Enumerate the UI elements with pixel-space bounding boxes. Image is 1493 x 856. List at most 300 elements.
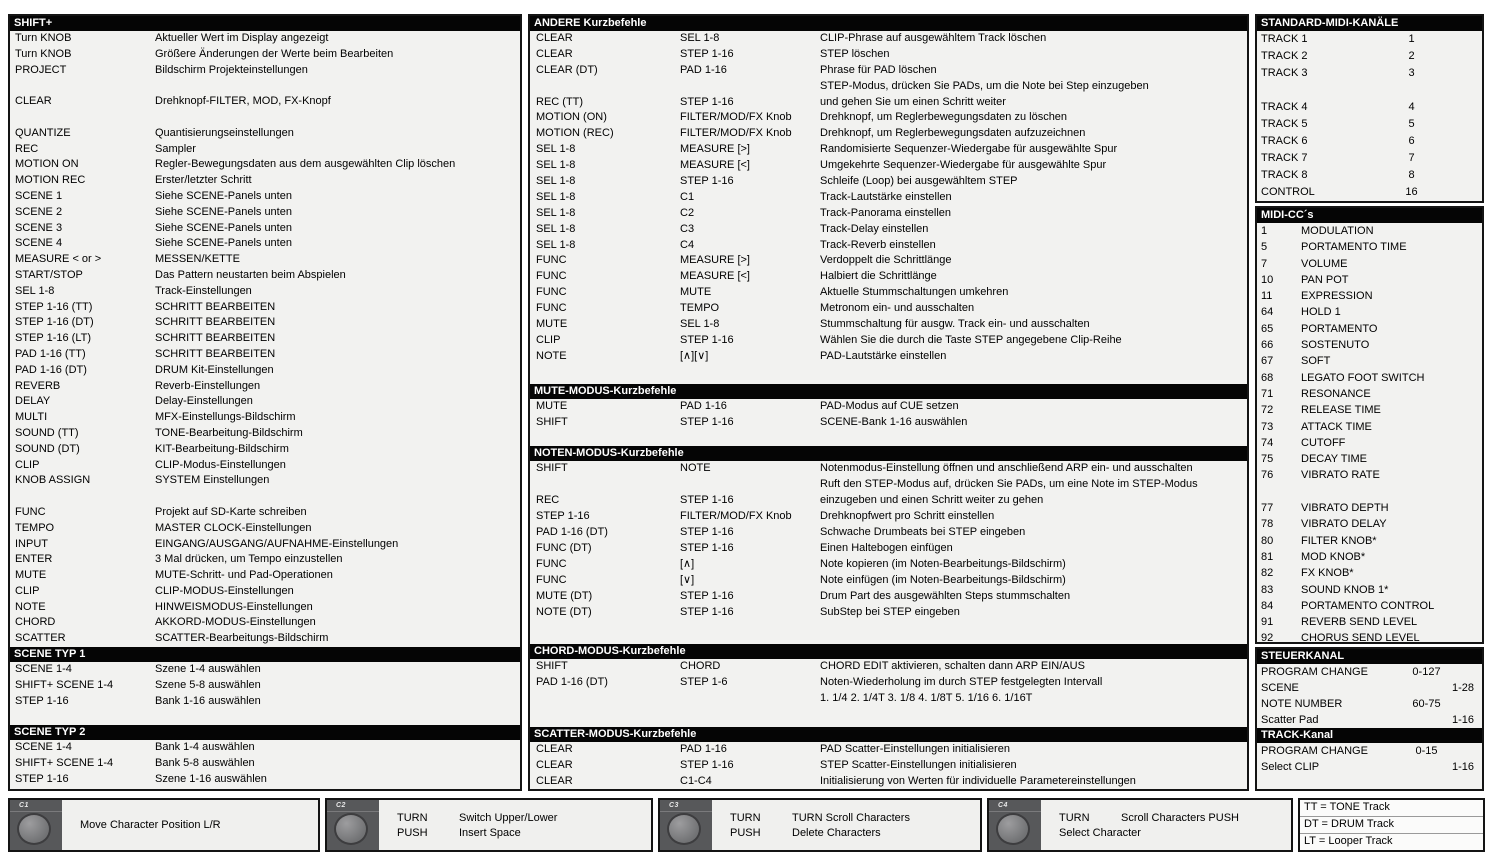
parameter-label-cell: PROGRAM CHANGE bbox=[1261, 745, 1368, 757]
shortcut-key-cell: MOTION ON bbox=[15, 158, 79, 171]
table-row bbox=[1257, 239, 1482, 255]
table-row bbox=[10, 521, 520, 537]
knob-instruction-line bbox=[730, 811, 980, 825]
table-row bbox=[10, 284, 520, 300]
shortcut-combo-cell bbox=[680, 477, 820, 493]
table-row bbox=[1257, 353, 1482, 369]
shortcut-description-cell: Quantisierungseinstellungen bbox=[155, 126, 294, 139]
shortcut-description-cell: CHORD EDIT aktivieren, schalten dann ARP EIN/AUS bbox=[820, 660, 1085, 673]
shortcut-key-cell: SCENE 1 bbox=[15, 189, 63, 202]
channel-number-cell: 6 bbox=[1408, 135, 1415, 147]
table-row bbox=[530, 95, 1247, 111]
rotary-knob-icon bbox=[667, 813, 701, 845]
shortcut-key-cell: MULTI bbox=[15, 411, 48, 424]
track-label-cell: TRACK 3 bbox=[1261, 67, 1308, 79]
knob-action-cell: TURN bbox=[730, 811, 761, 824]
shortcut-description-cell: Halbiert die Schrittlänge bbox=[820, 270, 937, 283]
knob-action-description: Scroll Characters PUSH bbox=[1121, 811, 1239, 824]
knob-instruction-line bbox=[730, 826, 980, 840]
cc-name-cell: REVERB SEND LEVEL bbox=[1301, 616, 1418, 629]
shortcut-combo-cell: STEP 1-16 bbox=[680, 47, 734, 60]
shortcut-key-cell: MEASURE < or > bbox=[15, 253, 102, 266]
table-row bbox=[1257, 467, 1482, 483]
table-row bbox=[10, 678, 520, 694]
shortcut-description-cell: AKKORD-MODUS-Einstellungen bbox=[155, 616, 316, 629]
shortcut-key-cell: SEL 1-8 bbox=[536, 190, 576, 203]
section-header: TRACK-Kanal bbox=[1257, 728, 1482, 743]
table-row bbox=[10, 740, 520, 756]
shortcut-key-cell: STEP 1-16 bbox=[15, 772, 69, 785]
table-row bbox=[530, 493, 1247, 509]
cc-number-cell: 77 bbox=[1261, 502, 1274, 515]
table-row bbox=[530, 63, 1247, 79]
shortcut-combo-cell: STEP 1-6 bbox=[680, 676, 728, 689]
shortcut-description-cell: Reverb-Einstellungen bbox=[155, 379, 261, 392]
shortcut-key-cell: SEL 1-8 bbox=[536, 222, 576, 235]
table-row bbox=[530, 47, 1247, 63]
shortcut-description-cell: PAD Scatter-Einstellungen initialisieren bbox=[820, 743, 1010, 756]
shortcut-combo-cell: STEP 1-16 bbox=[680, 589, 734, 602]
shortcut-combo-cell: [∨] bbox=[680, 573, 695, 586]
cc-name-cell: CHORUS SEND LEVEL bbox=[1301, 632, 1420, 644]
table-row bbox=[1257, 65, 1482, 82]
shortcut-description-cell: Randomisierte Sequenzer-Wiedergabe für ausgewählte Spur bbox=[820, 143, 1118, 156]
table-row bbox=[10, 331, 520, 347]
table-row bbox=[1257, 184, 1482, 201]
table-row bbox=[530, 415, 1247, 431]
knob-action-description: Switch Upper/Lower bbox=[459, 811, 558, 824]
shortcut-key-cell: REC bbox=[15, 142, 39, 155]
table-row bbox=[10, 426, 520, 442]
track-label-cell: TRACK 6 bbox=[1261, 135, 1308, 147]
cc-name-cell: CUTOFF bbox=[1301, 436, 1346, 449]
shortcut-key-cell: MUTE bbox=[536, 318, 568, 331]
shortcut-key-cell: REVERB bbox=[15, 379, 61, 392]
cc-number-cell: 1 bbox=[1261, 225, 1268, 237]
table-row bbox=[530, 31, 1247, 47]
shortcut-key-cell: Turn KNOB bbox=[15, 47, 72, 60]
shortcut-key-cell: STEP 1-16 bbox=[536, 510, 590, 523]
knob-panel-c3 bbox=[658, 798, 982, 852]
knob-square bbox=[327, 800, 379, 850]
shortcut-key-cell: CLEAR bbox=[536, 47, 573, 60]
shortcut-key-cell: SHIFT+ SCENE 1-4 bbox=[15, 757, 114, 770]
table-row bbox=[530, 557, 1247, 573]
cc-name-cell: RELEASE TIME bbox=[1301, 404, 1381, 417]
shortcut-description-cell: und gehen Sie um einen Schritt weiter bbox=[820, 95, 1006, 108]
section-header: ANDERE Kurzbefehle bbox=[530, 16, 1247, 31]
shortcut-description-cell: Drehknopf-FILTER, MOD, FX-Knopf bbox=[155, 95, 331, 108]
shortcut-description-cell: Siehe SCENE-Panels unten bbox=[155, 221, 292, 234]
table-row bbox=[1257, 272, 1482, 288]
shortcut-description-cell: SCATTER-Bearbeitungs-Bildschirm bbox=[155, 632, 329, 645]
shortcut-key-cell: SHIFT bbox=[536, 462, 568, 475]
table-row bbox=[530, 541, 1247, 557]
shortcut-combo-cell bbox=[680, 691, 820, 707]
shortcut-key-cell: START/STOP bbox=[15, 268, 83, 281]
table-row bbox=[530, 190, 1247, 206]
shortcut-key-cell: CLEAR bbox=[536, 32, 573, 44]
section-header: SCENE TYP 1 bbox=[10, 647, 520, 662]
shortcut-key-cell: PAD 1-16 (DT) bbox=[536, 676, 608, 689]
cc-name-cell: PORTAMENTO TIME bbox=[1301, 241, 1407, 254]
knob-help-bar bbox=[8, 798, 1485, 852]
track-label-cell: CONTROL bbox=[1261, 186, 1315, 198]
table-row bbox=[10, 31, 520, 47]
shortcut-key-cell: SHIFT+ SCENE 1-4 bbox=[15, 678, 114, 691]
shortcut-description-cell: MASTER CLOCK-Einstellungen bbox=[155, 521, 312, 534]
shortcut-combo-cell: PAD 1-16 bbox=[680, 63, 727, 76]
shortcut-key-cell: STEP 1-16 bbox=[15, 694, 69, 707]
table-row bbox=[1257, 223, 1482, 239]
section-header: MUTE-MODUS-Kurzbefehle bbox=[530, 384, 1247, 399]
shortcut-key-cell: QUANTIZE bbox=[15, 126, 71, 139]
table-row bbox=[10, 473, 520, 489]
shortcut-description-cell: Track-Delay einstellen bbox=[820, 222, 929, 235]
track-label-cell: TRACK 5 bbox=[1261, 118, 1308, 130]
shortcut-key-cell: PAD 1-16 (DT) bbox=[15, 363, 87, 376]
knob-action-cell: TURN bbox=[1059, 811, 1090, 824]
shortcut-key-cell: CLEAR bbox=[536, 774, 573, 787]
table-row bbox=[10, 221, 520, 237]
cc-number-cell: 92 bbox=[1261, 632, 1274, 644]
section-header: NOTEN-MODUS-Kurzbefehle bbox=[530, 446, 1247, 461]
table-row bbox=[1257, 419, 1482, 435]
section-header: SCATTER-MODUS-Kurzbefehle bbox=[530, 727, 1247, 742]
rotary-knob-icon bbox=[996, 813, 1030, 845]
table-row bbox=[530, 333, 1247, 349]
shortcut-description-cell: Schwache Drumbeats bei STEP eingeben bbox=[820, 526, 1026, 539]
parameter-label-cell: PROGRAM CHANGE bbox=[1261, 666, 1368, 678]
table-row bbox=[1257, 304, 1482, 320]
knob-id-label: C4 bbox=[989, 800, 1041, 812]
table-row bbox=[10, 772, 520, 788]
shortcut-description-cell: Regler-Bewegungsdaten aus dem ausgewählten Clip löschen bbox=[155, 158, 456, 171]
table-row bbox=[530, 758, 1247, 774]
table-row bbox=[1257, 743, 1482, 759]
shortcut-description-cell: Einen Haltebogen einfügen bbox=[820, 541, 953, 554]
channel-number-cell: 8 bbox=[1408, 169, 1415, 181]
knob-action-description: TURN Scroll Characters bbox=[792, 811, 910, 824]
table-row bbox=[1257, 565, 1482, 581]
table-row bbox=[530, 774, 1247, 790]
knob-action-cell: PUSH bbox=[397, 826, 428, 839]
table-row bbox=[10, 552, 520, 568]
shortcut-key-cell: MUTE bbox=[536, 399, 568, 412]
shortcut-description-cell: Szene 5-8 auswählen bbox=[155, 678, 261, 691]
channel-number-cell: 1 bbox=[1408, 33, 1415, 45]
table-row bbox=[10, 489, 520, 505]
table-row bbox=[10, 458, 520, 474]
shortcut-combo-cell: PAD 1-16 bbox=[680, 399, 727, 412]
shortcut-description-cell: EINGANG/AUSGANG/AUFNAHME-Einstellungen bbox=[155, 537, 399, 550]
shortcut-combo-cell: C2 bbox=[680, 206, 695, 219]
shortcut-description-cell: Note kopieren (im Noten-Bearbeitungs-Bildschirm) bbox=[820, 557, 1066, 570]
table-row bbox=[1257, 321, 1482, 337]
shortcut-description-cell: Projekt auf SD-Karte schreiben bbox=[155, 505, 307, 518]
parameter-label-cell: Scatter Pad bbox=[1261, 714, 1319, 726]
cc-number-cell: 72 bbox=[1261, 404, 1274, 417]
shortcut-key-cell: NOTE (DT) bbox=[536, 605, 592, 618]
shortcut-key-cell: CLEAR (DT) bbox=[536, 63, 598, 76]
shortcut-combo-cell: C1 bbox=[680, 190, 695, 203]
knob-action-description: Insert Space bbox=[459, 826, 521, 839]
table-row bbox=[1257, 582, 1482, 598]
shortcut-combo-cell: [∧] bbox=[680, 557, 695, 570]
table-row bbox=[1257, 99, 1482, 116]
table-row bbox=[530, 399, 1247, 415]
cc-name-cell: SOUND KNOB 1* bbox=[1301, 583, 1389, 596]
shortcut-key-cell: SCENE 4 bbox=[15, 237, 63, 250]
shortcut-key-cell bbox=[15, 489, 155, 505]
cc-name-cell: MODULATION bbox=[1301, 225, 1374, 237]
shortcut-description-cell: Track-Panorama einstellen bbox=[820, 206, 952, 219]
knob-instruction-line bbox=[1059, 811, 1291, 825]
cc-number-cell: 71 bbox=[1261, 387, 1274, 400]
table-row bbox=[10, 157, 520, 173]
table-row bbox=[10, 410, 520, 426]
table-row bbox=[10, 662, 520, 678]
knob-square bbox=[989, 800, 1041, 850]
table-row bbox=[530, 317, 1247, 333]
shortcut-description-cell: Bildschirm Projekteinstellungen bbox=[155, 63, 308, 76]
track-label-cell: TRACK 1 bbox=[1261, 33, 1308, 45]
table-row bbox=[1257, 167, 1482, 184]
shortcut-key-cell: FUNC bbox=[536, 254, 567, 267]
table-row bbox=[10, 363, 520, 379]
table-row bbox=[10, 568, 520, 584]
shortcut-key-cell bbox=[15, 110, 155, 126]
knob-instruction-line bbox=[397, 811, 651, 825]
table-row bbox=[530, 675, 1247, 691]
cc-name-cell: DECAY TIME bbox=[1301, 453, 1368, 466]
knob-action-description bbox=[142, 818, 318, 832]
table-row bbox=[530, 253, 1247, 269]
shortcut-key-cell: CLIP bbox=[15, 458, 40, 471]
parameter-range-cell: 1-28 bbox=[1451, 682, 1474, 694]
shortcut-combo-cell: C1-C4 bbox=[680, 774, 712, 787]
shortcut-key-cell: SEL 1-8 bbox=[536, 159, 576, 172]
shortcut-key-cell: PROJECT bbox=[15, 63, 67, 76]
table-row bbox=[10, 584, 520, 600]
shortcut-key-cell: SCENE 2 bbox=[15, 205, 63, 218]
table-row bbox=[1257, 370, 1482, 386]
shortcut-key-cell: STEP 1-16 (TT) bbox=[15, 300, 93, 313]
cc-number-cell: 64 bbox=[1261, 306, 1274, 319]
table-row bbox=[530, 461, 1247, 477]
shortcut-combo-cell: STEP 1-16 bbox=[680, 526, 734, 539]
table-row bbox=[10, 252, 520, 268]
shortcut-description-cell: STEP-Modus, drücken Sie PADs, um die Note bei Step einzugeben bbox=[820, 79, 1149, 92]
shortcut-description-cell: Phrase für PAD löschen bbox=[820, 63, 937, 76]
shortcut-key-cell: MOTION (REC) bbox=[536, 127, 614, 140]
shortcut-description-cell: Bank 1-4 auswählen bbox=[155, 741, 255, 754]
shortcut-description-cell: SCHRITT BEARBEITEN bbox=[155, 300, 276, 313]
parameter-range-cell: 60-75 bbox=[1412, 698, 1441, 710]
parameter-range-cell: 1-16 bbox=[1451, 761, 1474, 773]
table-row bbox=[10, 173, 520, 189]
channel-number-cell: 3 bbox=[1408, 67, 1415, 79]
table-row bbox=[530, 238, 1247, 254]
shortcut-combo-cell: STEP 1-16 bbox=[680, 541, 734, 554]
shortcut-description-cell: Siehe SCENE-Panels unten bbox=[155, 189, 292, 202]
shortcut-combo-cell: STEP 1-16 bbox=[680, 758, 734, 771]
table-row bbox=[1257, 133, 1482, 150]
channel-number-cell: 2 bbox=[1408, 50, 1415, 62]
table-row bbox=[10, 94, 520, 110]
shortcut-key-cell: NOTE bbox=[15, 600, 46, 613]
knob-instruction-line bbox=[1059, 826, 1291, 840]
cc-number-cell: 74 bbox=[1261, 436, 1274, 449]
shortcut-key-cell: Turn KNOB bbox=[15, 32, 72, 44]
table-row bbox=[10, 394, 520, 410]
section-header: MIDI-CC´s bbox=[1257, 208, 1482, 223]
table-row bbox=[1257, 31, 1482, 48]
knob-instructions bbox=[379, 800, 651, 850]
cc-name-cell: RESONANCE bbox=[1301, 387, 1371, 400]
shortcut-description-cell: SCHRITT BEARBEITEN bbox=[155, 316, 276, 329]
shortcut-description-cell: STEP löschen bbox=[820, 47, 890, 60]
shortcut-description-cell: DRUM Kit-Einstellungen bbox=[155, 363, 274, 376]
table-row bbox=[1257, 614, 1482, 630]
shortcut-key-cell: SEL 1-8 bbox=[536, 175, 576, 188]
shortcut-description-cell: SCENE-Bank 1-16 auswählen bbox=[820, 415, 968, 428]
shortcut-key-cell: SEL 1-8 bbox=[536, 143, 576, 156]
shortcut-description-cell: 3 Mal drücken, um Tempo einzustellen bbox=[155, 553, 343, 566]
cc-name-cell: PORTAMENTO bbox=[1301, 322, 1378, 335]
section-header: SHIFT+ bbox=[10, 16, 520, 31]
shortcut-description-cell: Track-Lautstärke einstellen bbox=[820, 190, 952, 203]
shortcut-description-cell: einzugeben und einen Schritt weiter zu gehen bbox=[820, 494, 1044, 507]
table-row bbox=[10, 110, 520, 126]
shortcut-description-cell: Ruft den STEP-Modus auf, drücken Sie PADs, um eine Note im STEP-Modus bbox=[820, 478, 1198, 491]
cc-name-cell: MOD KNOB* bbox=[1301, 550, 1366, 563]
table-row bbox=[10, 756, 520, 772]
cc-number-cell: 65 bbox=[1261, 322, 1274, 335]
shortcut-combo-cell: FILTER/MOD/FX Knob bbox=[680, 111, 792, 124]
table-row bbox=[1257, 116, 1482, 133]
shortcut-key-cell: INPUT bbox=[15, 537, 48, 550]
parameter-label-cell: NOTE NUMBER bbox=[1261, 698, 1343, 710]
shortcut-combo-cell: STEP 1-16 bbox=[680, 95, 734, 108]
shortcut-key-cell: DELAY bbox=[15, 395, 51, 408]
table-row bbox=[10, 78, 520, 94]
shortcut-key-cell: SEL 1-8 bbox=[536, 238, 576, 251]
shortcut-description-cell: Metronom ein- und ausschalten bbox=[820, 302, 975, 315]
shortcut-key-cell: FUNC bbox=[15, 505, 46, 518]
parameter-range-cell: 0-127 bbox=[1412, 666, 1441, 678]
shortcut-description-cell bbox=[155, 489, 520, 505]
parameter-label-cell: Select CLIP bbox=[1261, 761, 1320, 773]
shortcut-description-cell: Verdoppelt die Schrittlänge bbox=[820, 254, 952, 267]
shortcut-description-cell: Drehknopfwert pro Schritt einstellen bbox=[820, 510, 995, 523]
table-row bbox=[1257, 451, 1482, 467]
table-row bbox=[10, 142, 520, 158]
cc-name-cell: HOLD 1 bbox=[1301, 306, 1341, 319]
shortcut-key-cell: CHORD bbox=[15, 616, 56, 629]
cc-number-cell: 73 bbox=[1261, 420, 1274, 433]
shortcut-description-cell: Drehknopf, um Reglerbewegungsdaten zu löschen bbox=[820, 111, 1068, 124]
cc-number-cell: 5 bbox=[1261, 241, 1268, 254]
table-row bbox=[10, 47, 520, 63]
shortcut-combo-cell bbox=[680, 79, 820, 95]
shortcut-description-cell: Erster/letzter Schritt bbox=[155, 174, 252, 187]
shortcut-description-cell: MESSEN/KETTE bbox=[155, 253, 240, 266]
cc-number-cell: 76 bbox=[1261, 469, 1274, 482]
table-row bbox=[1257, 696, 1482, 712]
shortcut-key-cell: CLEAR bbox=[536, 758, 573, 771]
shortcut-key-cell: CLIP bbox=[15, 584, 40, 597]
cc-number-cell: 80 bbox=[1261, 534, 1274, 547]
cc-name-cell: LEGATO FOOT SWITCH bbox=[1301, 371, 1425, 384]
table-row bbox=[1257, 484, 1482, 500]
cc-name-cell: FILTER KNOB* bbox=[1301, 534, 1377, 547]
table-row bbox=[10, 205, 520, 221]
table-row bbox=[530, 605, 1247, 621]
table-row bbox=[10, 442, 520, 458]
table-row bbox=[530, 349, 1247, 365]
shortcut-description-cell: MFX-Einstellungs-Bildschirm bbox=[155, 411, 296, 424]
table-row bbox=[10, 347, 520, 363]
shortcut-description-cell: Aktueller Wert im Display angezeigt bbox=[155, 32, 329, 44]
cc-number-cell: 81 bbox=[1261, 550, 1274, 563]
standard-midi-channels-panel bbox=[1255, 14, 1484, 203]
table-row bbox=[10, 631, 520, 647]
channel-number-cell: 16 bbox=[1405, 186, 1418, 198]
table-row bbox=[530, 573, 1247, 589]
shortcut-combo-cell: STEP 1-16 bbox=[680, 175, 734, 188]
shortcut-combo-cell: STEP 1-16 bbox=[680, 494, 734, 507]
shortcut-description-cell: KIT-Bearbeitung-Bildschirm bbox=[155, 442, 289, 455]
shortcut-key-cell bbox=[15, 78, 155, 94]
table-row bbox=[1257, 435, 1482, 451]
table-row bbox=[1257, 549, 1482, 565]
shortcut-combo-cell: TEMPO bbox=[680, 302, 720, 315]
parameter-label-cell: SCENE bbox=[1261, 682, 1299, 694]
shortcut-description-cell: Schleife (Loop) bei ausgewähltem STEP bbox=[820, 175, 1018, 188]
shortcut-key-cell: SCATTER bbox=[15, 632, 66, 645]
table-row bbox=[1257, 759, 1482, 775]
knob-action-cell: Move Character Position L/R bbox=[80, 819, 221, 831]
rotary-knob-icon bbox=[334, 813, 368, 845]
shortcut-combo-cell: STEP 1-16 bbox=[680, 605, 734, 618]
table-row bbox=[10, 505, 520, 521]
shortcut-key-cell: PAD 1-16 (DT) bbox=[536, 526, 608, 539]
table-row bbox=[530, 301, 1247, 317]
table-row bbox=[530, 79, 1247, 95]
cc-name-cell: ATTACK TIME bbox=[1301, 420, 1372, 433]
shortcut-key-cell: SCENE 1-4 bbox=[15, 741, 72, 754]
knob-instruction-line bbox=[397, 826, 651, 840]
table-row bbox=[530, 158, 1247, 174]
knob-action-cell: PUSH bbox=[730, 826, 761, 839]
table-row bbox=[530, 126, 1247, 142]
shortcut-description-cell: Siehe SCENE-Panels unten bbox=[155, 237, 292, 250]
shortcut-combo-cell: C3 bbox=[680, 222, 695, 235]
cc-number-cell: 75 bbox=[1261, 453, 1274, 466]
table-row bbox=[530, 206, 1247, 222]
knob-id-label: C3 bbox=[660, 800, 712, 812]
knob-panel-c1 bbox=[8, 798, 320, 852]
cc-name-cell: FX KNOB* bbox=[1301, 567, 1354, 580]
knob-action-cell: Select Character bbox=[1059, 826, 1141, 839]
cc-number-cell: 83 bbox=[1261, 583, 1274, 596]
table-row bbox=[10, 379, 520, 395]
table-row bbox=[530, 222, 1247, 238]
shortcut-description-cell: STEP Scatter-Einstellungen initialisieren bbox=[820, 758, 1017, 771]
shortcut-description-cell: Bank 5-8 auswählen bbox=[155, 757, 255, 770]
shortcut-combo-cell: MEASURE [>] bbox=[680, 143, 750, 156]
